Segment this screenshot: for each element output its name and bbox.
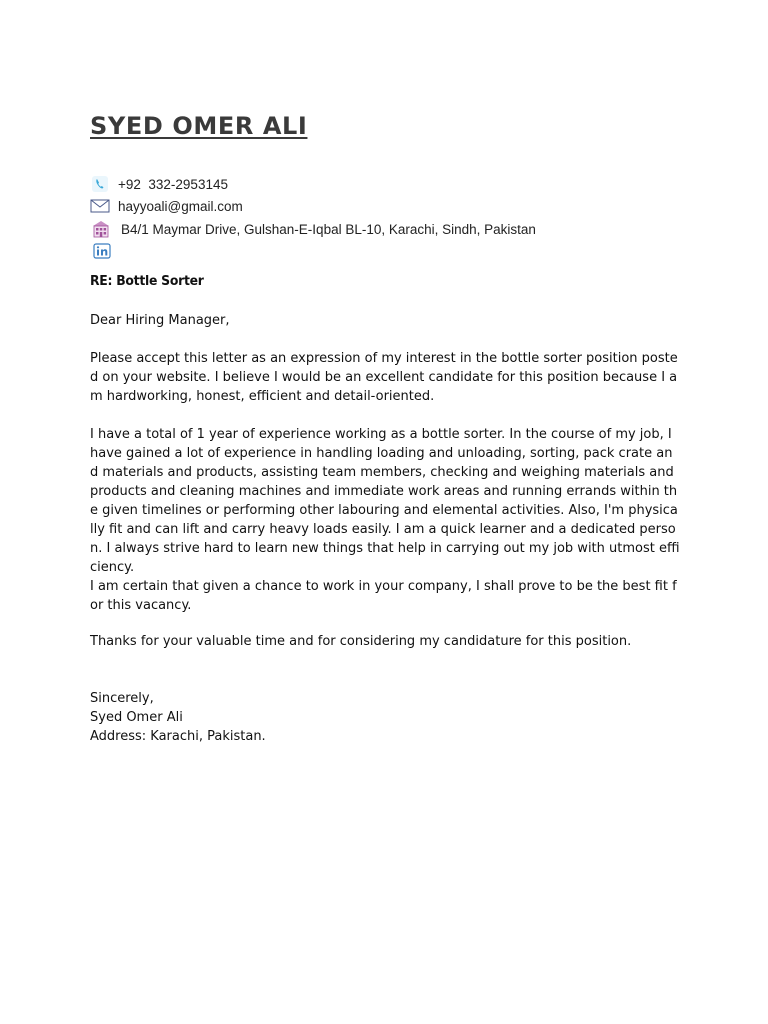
letter-paragraph-3: I am certain that given a chance to work in your company, I shall prove to be the best fit for this vacancy.: [90, 579, 677, 613]
closing-address: Address: Karachi, Pakistan.: [90, 729, 266, 744]
postal-address: B4/1 Maymar Drive, Gulshan-E-Iqbal BL-10, Karachi, Sindh, Pakistan: [121, 221, 536, 237]
letter-paragraph-1: Please accept this letter as an expression of my interest in the bottle sorter position posted on your website. I believe I would be an excellent candidate for this position because I am hardworking, honest, efficient and detail-oriented.: [90, 351, 678, 404]
phone-number: +92 332-2953145: [118, 176, 228, 192]
letter-subject: RE: Bottle Sorter: [90, 273, 204, 289]
letter-closing: [90, 689, 266, 746]
letter-salutation: Dear Hiring Manager,: [90, 313, 230, 328]
contact-phone-row: [90, 174, 228, 194]
email-address[interactable]: hayyoali@gmail.com: [118, 198, 243, 214]
letter-paragraph-2: I have a total of 1 year of experience working as a bottle sorter. In the course of my job, I have gained a lot of experience in handling loading and unloading, sorting, pack crate and materials and products, assisting team members, checking and weighing materials and products and cleaning machines and immediate work areas and running errands within the given timelines or performing other labouring and elemental activities. Also, I'm physically fit and can lift and carry heavy loads easily. I am a quick learner and a dedicated person. I always strive hard to learn new things that help in carrying out my job with utmost efficiency.: [90, 427, 680, 575]
linkedin-icon[interactable]: [90, 242, 112, 260]
letter-paragraph-4: Thanks for your valuable time and for considering my candidature for this position.: [90, 634, 632, 649]
contact-email-row: [90, 196, 243, 216]
contact-linkedin-row: [90, 241, 118, 261]
building-icon: [90, 220, 112, 238]
closing-signoff: Sincerely,: [90, 691, 154, 706]
contact-address-row: [90, 219, 536, 239]
email-icon: [90, 197, 112, 215]
closing-signature: Syed Omer Ali: [90, 710, 183, 725]
applicant-name: SYED OMER ALI: [90, 112, 308, 140]
phone-icon: [90, 175, 112, 193]
